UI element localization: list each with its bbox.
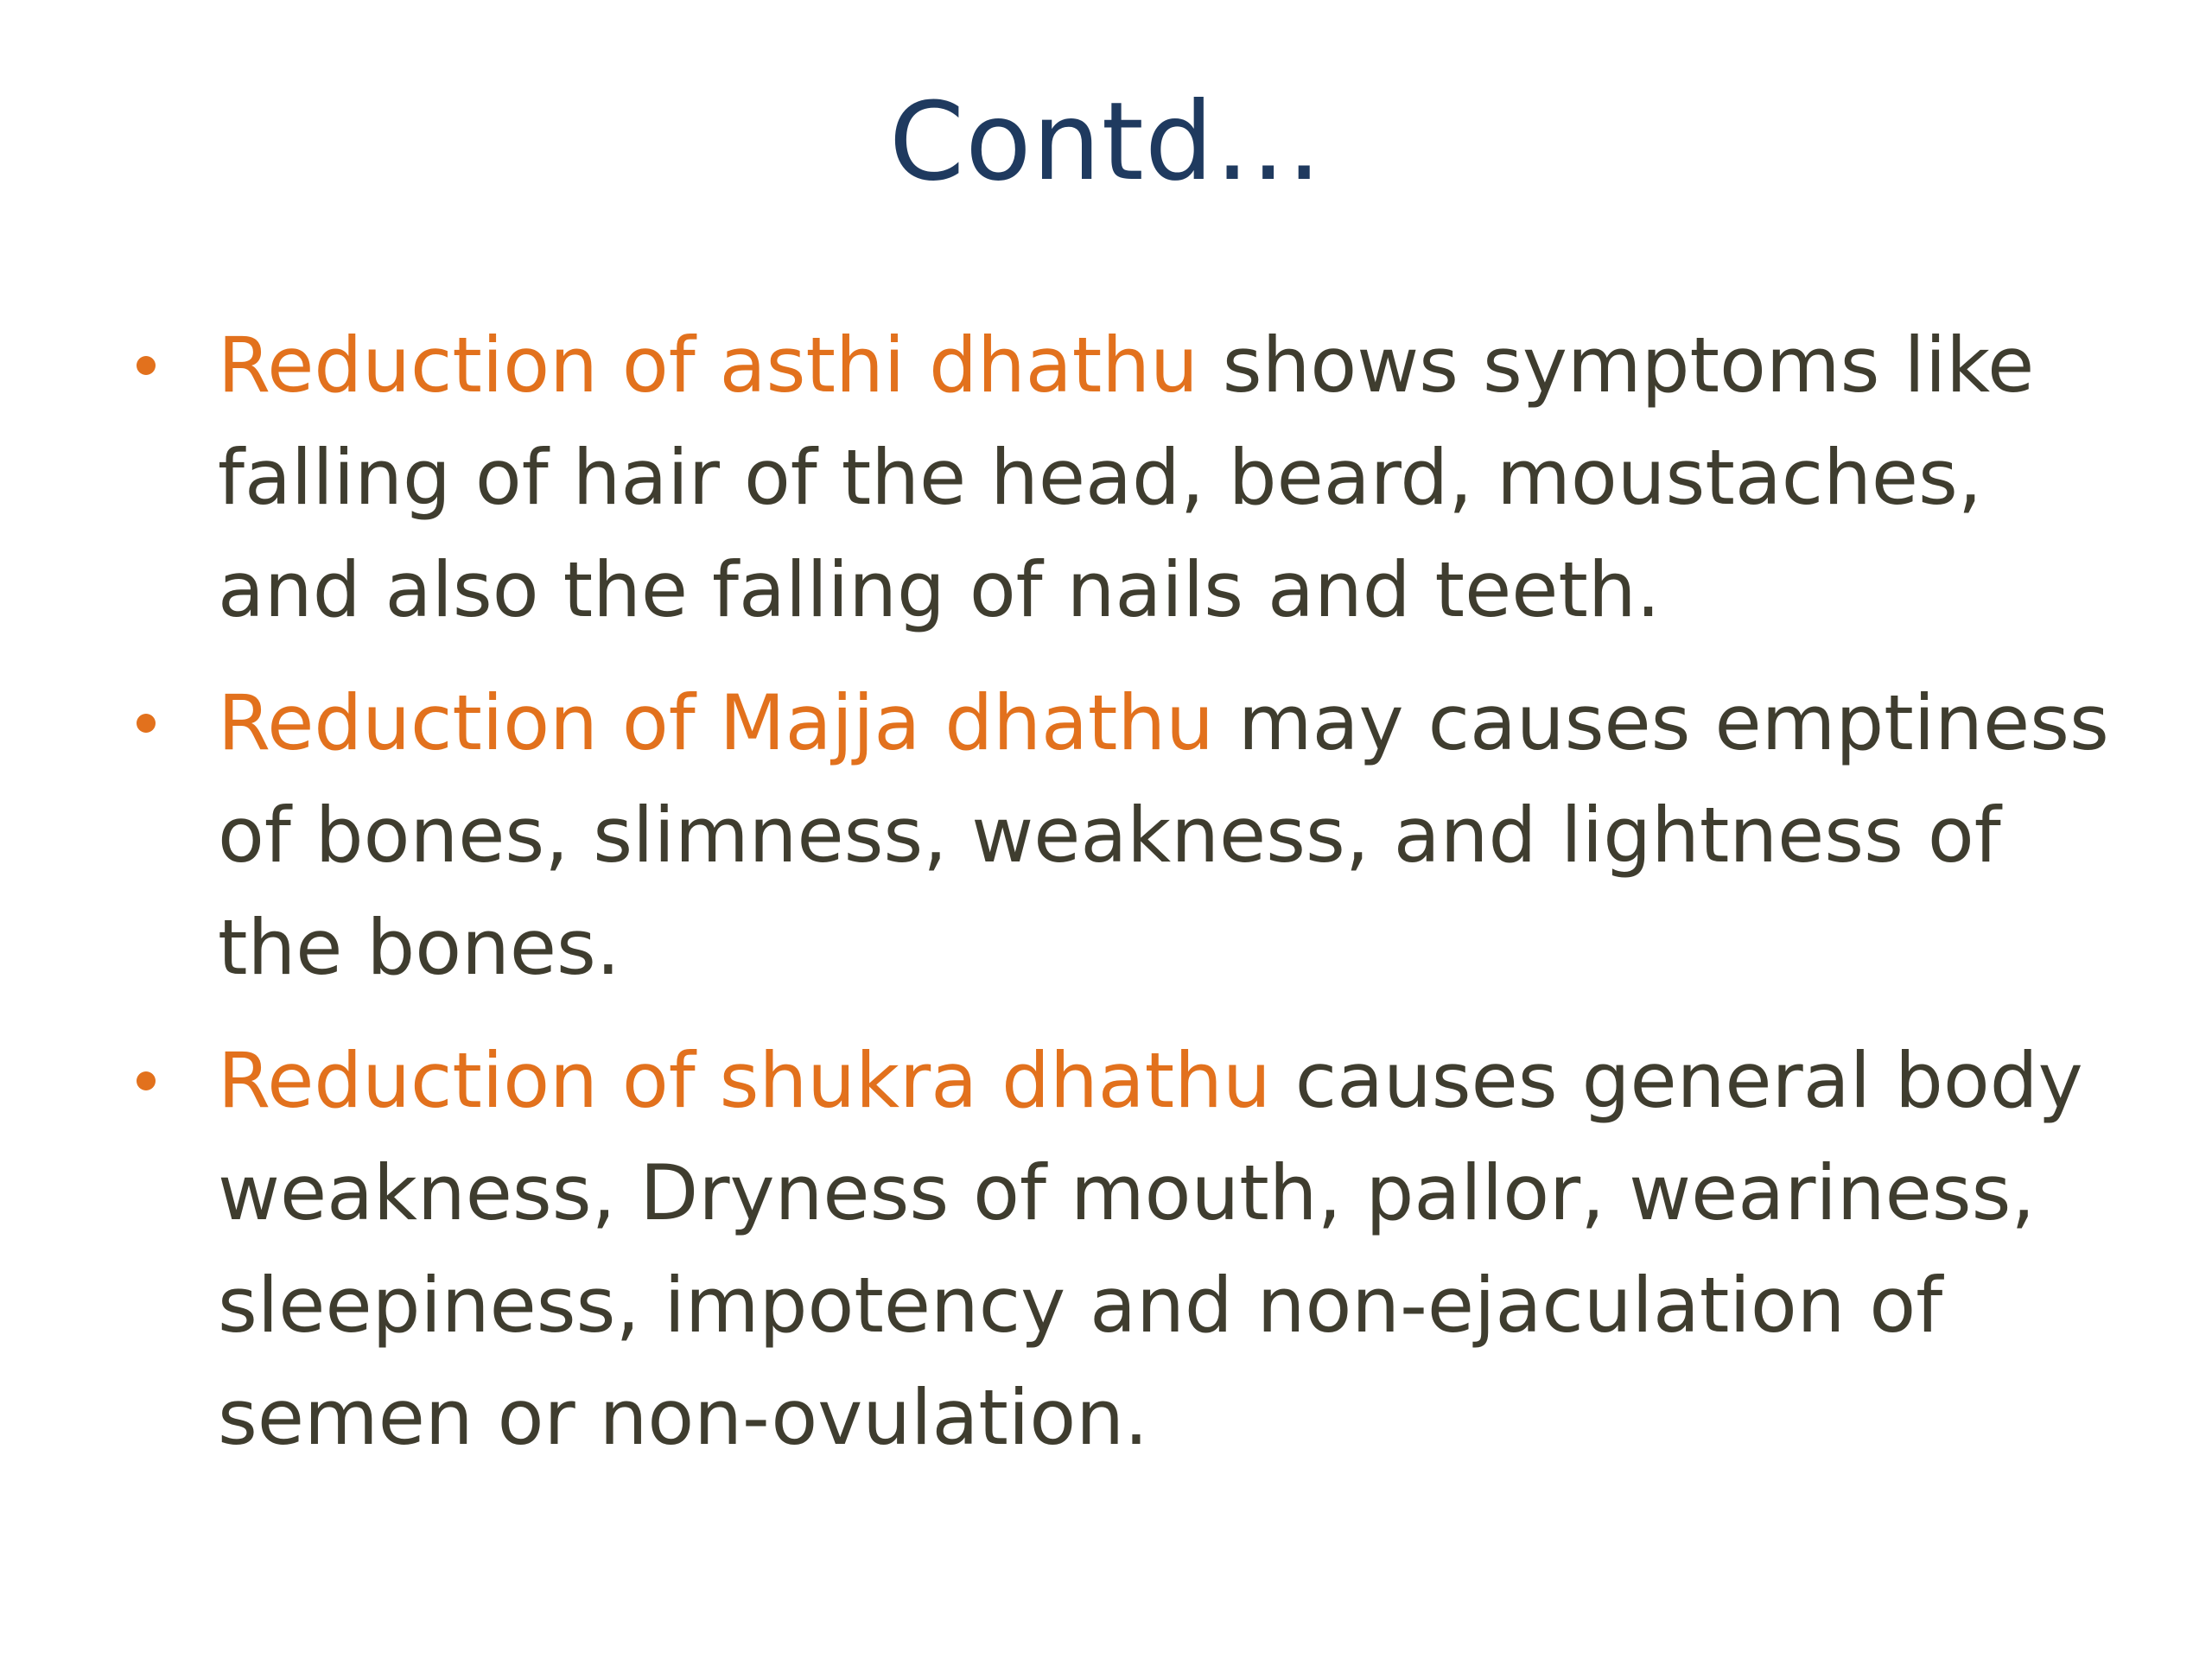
bullet-text: may causes emptiness of bones, slimness, weakness, and lightness of the bones. (218, 678, 2109, 992)
bullet-item-majja (121, 667, 2134, 1004)
bullet-icon (137, 356, 156, 375)
bullet-item-asthi (121, 309, 2134, 646)
slide-title: Contd… (888, 79, 1324, 205)
bullet-highlight: Reduction of Majja dhathu (218, 678, 1214, 767)
bullet-highlight: Reduction of shukra dhathu (218, 1036, 1271, 1125)
bullet-icon (137, 714, 156, 733)
bullet-item-shukra (121, 1025, 2134, 1474)
bullet-list (121, 309, 2134, 1495)
bullet-icon (137, 1071, 156, 1090)
bullet-highlight: Reduction of asthi dhathu (218, 321, 1198, 410)
bullet-text: causes general body weakness, Dryness of mouth, pallor, weariness, sleepiness, impotency and non-ejaculation of semen or non-ovulation. (218, 1036, 2083, 1462)
bullet-text: shows symptoms like falling of hair of the head, beard, moustaches, and also the falling of nails and teeth. (218, 321, 2035, 634)
